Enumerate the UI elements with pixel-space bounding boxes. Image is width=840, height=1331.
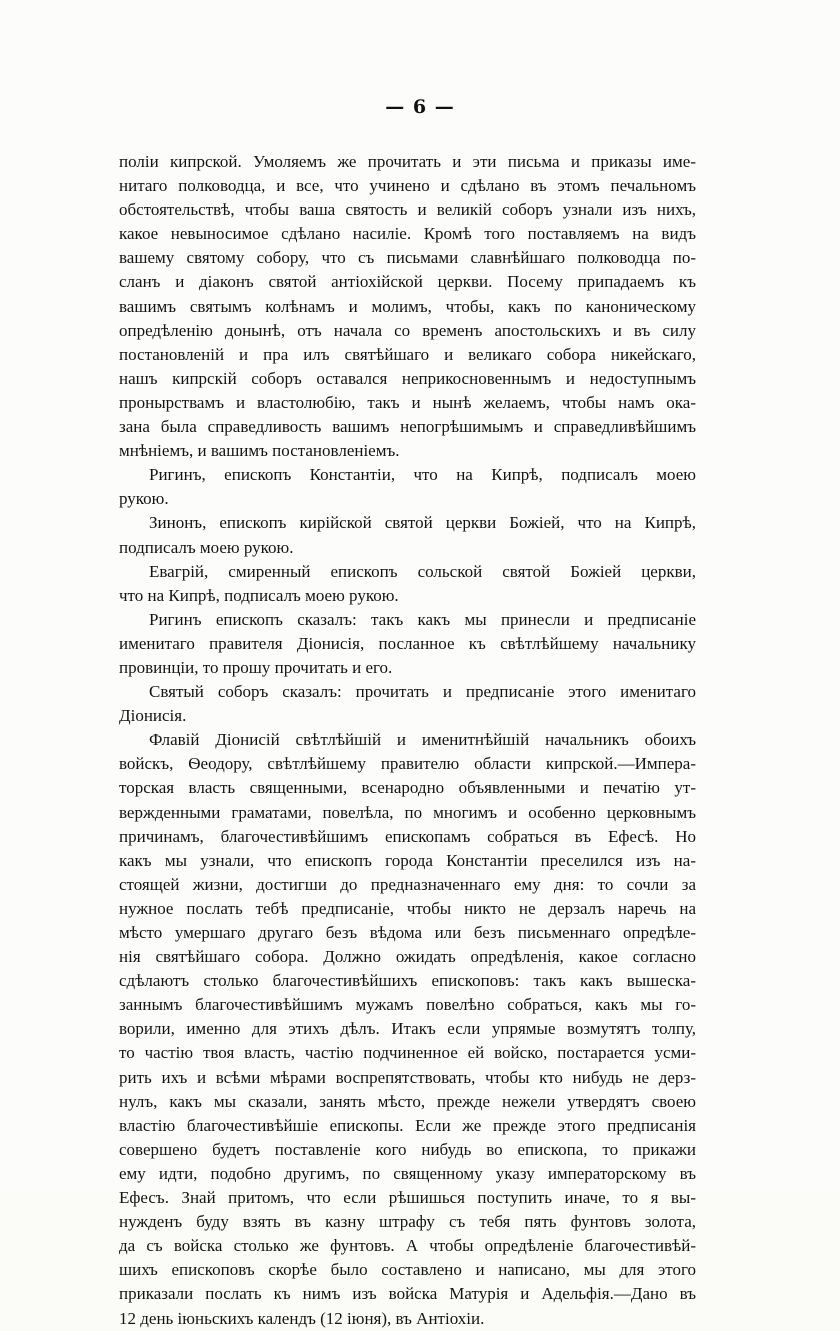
text-line: именитаго правителя Діонисія, посланное къ свѣтлѣйшему начальнику: [119, 633, 696, 653]
text-line: рить ихъ и всѣми мѣрами воспрепятствовать, чтобы кто нибудь не дерз-: [119, 1067, 696, 1087]
text-line: сдѣлаютъ столько благочестивѣйшихъ епископовъ: такъ какъ вышеска-: [119, 971, 696, 991]
text-line: причинамъ, благочестивѣйшимъ епископамъ собраться въ Ефесѣ. Но: [119, 826, 696, 846]
text-line: опредѣленію донынѣ, отъ начала со временъ апостольскихъ и въ силу: [119, 320, 696, 340]
text-line: торская власть священными, всенародно объявленными и печатію ут-: [119, 778, 696, 798]
text-line: да съ войска столько же фунтовъ. А чтобы опредѣленіе благочестивѣй-: [119, 1236, 696, 1256]
text-line: какое невыносимое сдѣлано насиліе. Кромѣ того поставляемъ на видъ: [119, 224, 696, 244]
text-line: Ригинъ, епископъ Константіи, что на Кипрѣ, подписалъ моею: [149, 465, 696, 485]
text-line: мѣсто умершаго другаго безъ вѣдома или безъ письменнаго опредѣле-: [119, 923, 696, 942]
text-line: то частію твоя власть, частію подчиненное ей войско, постарается усми-: [119, 1043, 696, 1063]
text-line: подписалъ моею рукою.: [119, 537, 294, 557]
text-line: вержденными граматами, повелѣла, по многимъ и особенно церковнымъ: [119, 802, 696, 822]
text-line: приказали послать къ нимъ изъ войска Матурія и Адельфія.—Дано въ: [119, 1284, 696, 1304]
text-line: нитаго полководца, и все, что учинено и сдѣлано въ этомъ печальномъ: [119, 176, 696, 196]
text-line: Флавій Діонисій свѣтлѣйшій и именитнѣйшій начальникъ обоихъ: [149, 730, 696, 750]
text-line: что на Кипрѣ, подписалъ моею рукою.: [119, 585, 399, 605]
text-line: вашему святому собору, что съ письмами славнѣйшаго полководца по-: [119, 248, 696, 268]
text-line: заннымъ благочестивѣйшимъ мужамъ повелѣно собраться, какъ мы го-: [119, 995, 696, 1015]
text-line: Ригинъ епископъ сказалъ: такъ какъ мы принесли и предписаніе: [149, 609, 696, 629]
text-line: 12 день іюньскихъ календъ (12 іюня), въ Антіохіи.: [119, 1308, 485, 1328]
text-line: ворили, именно для этихъ дѣлъ. Итакъ если упрямые возмутятъ толпу,: [119, 1019, 696, 1039]
text-line: сланъ и діаконъ святой антіохійской церкви. Посему припадаемъ къ: [119, 272, 696, 292]
text-line: нулъ, какъ мы сказали, занять мѣсто, прежде нежели утвердятъ своею: [119, 1091, 696, 1111]
text-line: Зинонъ, епископъ кирійской святой церкви Божіей, что на Кипрѣ,: [149, 513, 696, 533]
text-line: войскъ, Ѳеодору, свѣтлѣйшему правителю области кипрской.—Импера-: [119, 754, 696, 774]
text-line: Ефесъ. Знай притомъ, что если рѣшишься поступить иначе, то я вы-: [119, 1188, 696, 1208]
text-line: постановленій и пра илъ святѣйшаго и великаго собора никейскаго,: [119, 344, 696, 364]
text-line: стоящей жизни, достигши до предназначеннаго ему дня: то сочли за: [119, 874, 696, 894]
text-line: зана была справедливость вашимъ непогрѣшимымъ и справедливѣйшимъ: [119, 417, 696, 437]
text-line: нужное послать тебѣ предписаніе, чтобы никто не дерзалъ наречь на: [119, 898, 696, 918]
text-line: мнѣніемъ, и вашимъ постановленіемъ.: [119, 441, 400, 461]
page-number: — 6 —: [385, 96, 455, 118]
text-line: нужденъ буду взять въ казну штрафу съ тебя пять фунтовъ золота,: [119, 1212, 696, 1232]
text-line: шихъ епископовъ скорѣе было составлено и написано, мы для этого: [119, 1260, 696, 1280]
text-line: провинціи, то прошу прочитать и его.: [119, 657, 393, 677]
text-line: нашъ кипрскій соборъ оставался неприкосновеннымъ и недоступнымъ: [119, 368, 696, 388]
text-line: вашимъ святымъ колѣнамъ и молимъ, чтобы, какъ по каноническому: [119, 296, 696, 316]
text-line: Евагрій, смиренный епископъ сольской святой Божіей церкви,: [149, 561, 696, 581]
text-line: обстоятельствѣ, чтобы ваша святость и великій соборъ узнали изъ нихъ,: [119, 200, 696, 220]
body-text: [119, 150, 696, 1331]
text-line: какъ мы узнали, что епископъ города Константіи преселился изъ на-: [119, 850, 696, 870]
text-line: нія святѣйшаго собора. Должно ожидать опредѣленія, какое согласно: [119, 947, 696, 967]
text-line: ему идти, подобно другимъ, по священному указу императорскому въ: [119, 1163, 696, 1183]
text-line: рукою.: [119, 489, 169, 509]
text-line: Святый соборъ сказалъ: прочитать и предписаніе этого именитаго: [149, 682, 696, 702]
text-line: поліи кипрской. Умоляемъ же прочитать и эти письма и приказы име-: [119, 152, 696, 171]
text-line: пронырствамъ и властолюбію, такъ и нынѣ желаемъ, чтобы намъ ока-: [119, 392, 696, 412]
text-line: совершено будетъ поставленіе кого нибудь во епископа, то прикажи: [119, 1139, 696, 1159]
text-line: властію благочестивѣйшіе епископы. Если же прежде этого предписанія: [119, 1115, 696, 1135]
text-line: Діонисія.: [119, 706, 187, 726]
